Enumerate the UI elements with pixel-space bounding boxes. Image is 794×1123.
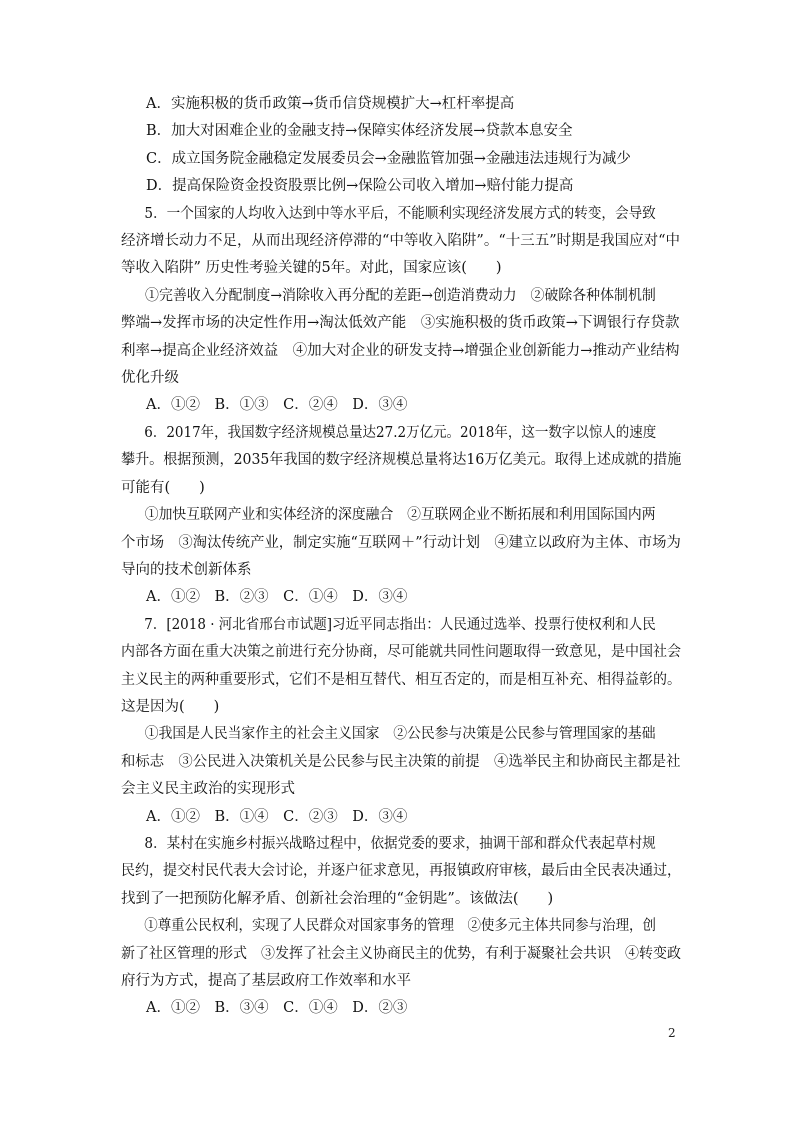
- text-line: 导向的技术创新体系: [121, 561, 252, 578]
- text-line: 个市场 ③淘汰传统产业，制定实施“互联网＋”行动计划 ④建立以政府为主体、市场为: [121, 534, 681, 551]
- text-line: 6．2017年，我国数字经济规模总量达27.2万亿元。2018年，这一数字以惊人的速度: [144, 424, 657, 441]
- text-line: 经济增长动力不足，从而出现经济停滞的“中等收入陷阱”。“十三五”时期是我国应对“中: [121, 233, 681, 250]
- text-line: A．①② B．②③ C．①④ D．③④: [146, 589, 408, 606]
- text-line: ①我国是人民当家作主的社会主义国家 ②公民参与决策是公民参与管理国家的基础: [144, 726, 656, 743]
- text-line: 和标志 ③公民进入决策机关是公民参与民主决策的前提 ④选举民主和协商民主都是社: [121, 753, 681, 770]
- text-line: A．①② B．①③ C．②④ D．③④: [146, 397, 408, 414]
- text-line: A．实施积极的货币政策→货币信贷规模扩大→杠杆率提高: [146, 96, 515, 112]
- text-line: C．成立国务院金融稳定发展委员会→金融监管加强→金融违法违规行为减少: [146, 150, 631, 167]
- text-line: D．提高保险资金投资股票比例→保险公司收入增加→赔付能力提高: [146, 178, 574, 195]
- text-line: 会主义民主政治的实现形式: [121, 781, 295, 798]
- text-line: 找到了一把预防化解矛盾、创新社会治理的“金钥匙”。该做法( ): [121, 890, 554, 907]
- page-number: 2: [668, 1026, 676, 1040]
- text-line: 攀升。根据预测，2035年我国的数字经济规模总量将达16万亿美元。取得上述成就的措施: [121, 452, 682, 469]
- text-line: 主义民主的两种重要形式，它们不是相互替代、相互否定的，而是相互补充、相得益彰的。: [121, 671, 681, 688]
- text-line: A．①② B．③④ C．①④ D．②③: [146, 1000, 408, 1017]
- text-line: ①尊重公民权利，实现了人民群众对国家事务的管理 ②使多元主体共同参与治理，创: [144, 918, 656, 935]
- text-line: 等收入陷阱” 历史性考验关键的5年。对此，国家应该( ): [121, 260, 502, 277]
- text-line: 府行为方式，提高了基层政府工作效率和水平: [121, 973, 411, 989]
- text-line: 7．[2018 · 河北省邢台市试题]习近平同志指出：人民通过选举、投票行使权利和人民: [144, 616, 656, 633]
- text-line: 这是因为( ): [121, 698, 220, 715]
- text-line: 8．某村在实施乡村振兴战略过程中，依据党委的要求，抽调干部和群众代表起草村规: [144, 835, 656, 852]
- text-line: 利率→提高企业经济效益 ④加大对企业的研发支持→增强企业创新能力→推动产业结构: [121, 342, 680, 359]
- text-line: 可能有( ): [121, 479, 205, 496]
- text-line: ①加快互联网产业和实体经济的深度融合 ②互联网企业不断拓展和利用国际国内两: [144, 507, 656, 524]
- text-line: 民约，提交村民代表大会讨论，并逐户征求意见，再报镇政府审核，最后由全民表决通过，: [121, 863, 681, 880]
- text-line: B．加大对困难企业的金融支持→保障实体经济发展→贷款本息安全: [146, 123, 573, 140]
- text-line: 弊端→发挥市场的决定性作用→淘汰低效产能 ③实施积极的货币政策→下调银行存贷款: [121, 315, 680, 332]
- text-line: 优化升级: [121, 370, 179, 387]
- text-line: 新了社区管理的形式 ③发挥了社会主义协商民主的优势，有利于凝聚社会共识 ④转变政: [121, 945, 681, 962]
- text-line: ①完善收入分配制度→消除收入再分配的差距→创造消费动力 ②破除各种体制机制: [145, 287, 656, 304]
- text-line: 5．一个国家的人均收入达到中等水平后，不能顺利实现经济发展方式的转变，会导致: [144, 205, 656, 222]
- text-line: A．①② B．①④ C．②③ D．③④: [146, 808, 408, 825]
- text-line: 内部各方面在重大决策之前进行充分协商，尽可能就共同性问题取得一致意见，是中国社会: [121, 644, 681, 661]
- page-body: [121, 91, 681, 1023]
